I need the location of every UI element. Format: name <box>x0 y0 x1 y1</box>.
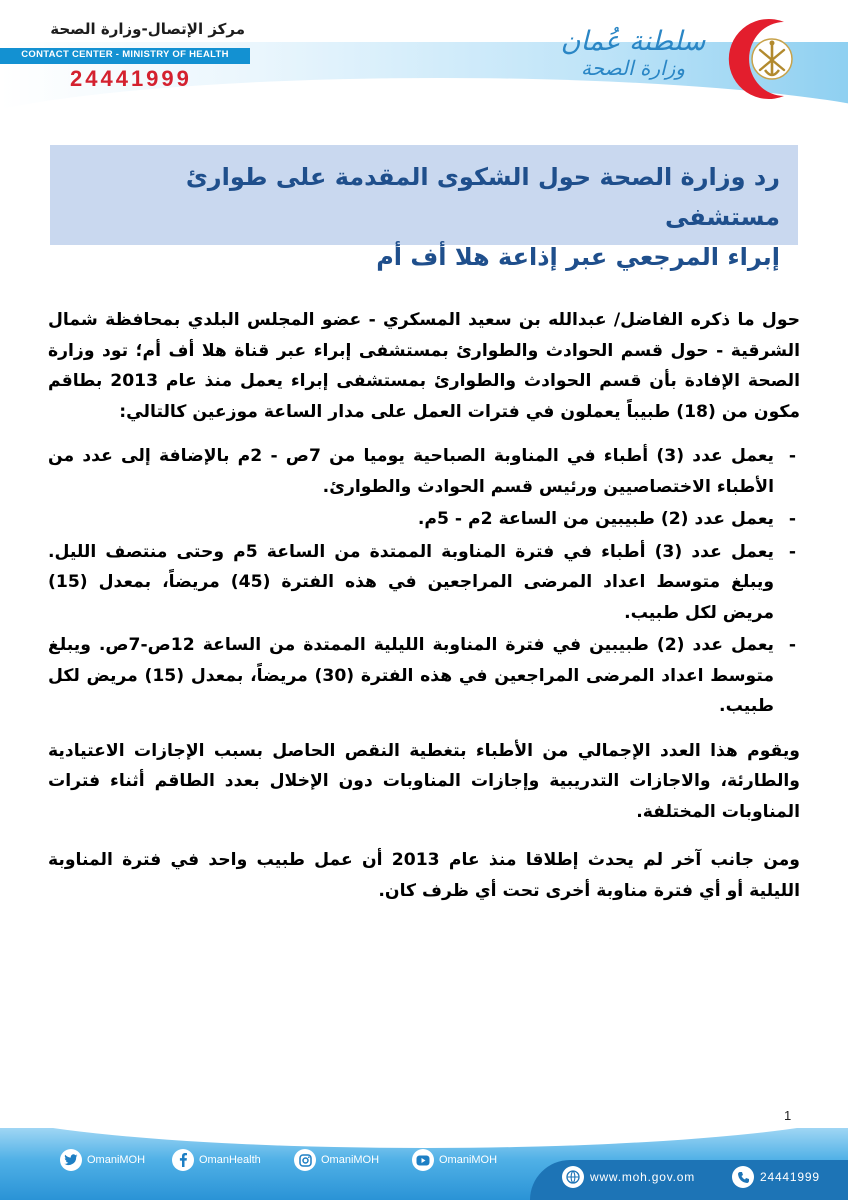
contact-center-phone: 24441999 <box>70 66 192 91</box>
youtube-icon <box>412 1149 434 1171</box>
list-item <box>48 504 800 535</box>
title-line-1: رد وزارة الصحة حول الشكوى المقدمة على طوارئ مستشفى <box>185 163 780 231</box>
website-url: www.moh.gov.om <box>590 1170 696 1184</box>
page-footer <box>0 1128 848 1200</box>
footer-phone[interactable] <box>732 1166 820 1188</box>
contact-center-arabic: مركز الإتصال-وزارة الصحة <box>50 20 245 38</box>
instagram-icon <box>294 1149 316 1171</box>
list-item <box>48 630 800 722</box>
page-number: 1 <box>784 1108 792 1123</box>
globe-icon <box>562 1166 584 1188</box>
instagram-link[interactable] <box>294 1148 379 1172</box>
coverage-paragraph: ويقوم هذا العدد الإجمالي من الأطباء بتغطية النقص الحاصل بسبب الإجازات الاعتيادية والطارئة، والاجازات التدريبية وإجازات المناوبات دون الإخلال بعدد الطاقم أثناء فترات المناوبات المختلفة. <box>48 740 800 822</box>
contact-center-english: CONTACT CENTER - MINISTRY OF HEALTH <box>21 49 229 60</box>
footer-phone-number: 24441999 <box>760 1170 820 1184</box>
list-item-text: يعمل عدد (2) طبيبين من الساعة 2م - 5م. <box>417 509 774 529</box>
facebook-icon <box>172 1149 194 1171</box>
logo-line-ministry: وزارة الصحة <box>581 56 685 81</box>
youtube-handle: OmaniMOH <box>439 1154 498 1166</box>
facebook-link[interactable] <box>172 1148 261 1172</box>
bullet-dash: - <box>788 635 796 655</box>
list-item-text: يعمل عدد (2) طبيبين في فترة المناوبة الليلية الممتدة من الساعة 12ص-7ص. ويبلغ متوسط اعداد المرضى المراجعين في هذه الفترة (30) مريضاً، بمعدل (15) مريض لكل طبيب. <box>48 635 774 716</box>
list-item <box>48 441 800 502</box>
youtube-link[interactable] <box>412 1148 497 1172</box>
intro-paragraph: حول ما ذكره الفاضل/ عبدالله بن سعيد المسكري - عضو المجلس البلدي بمحافظة شمال الشرقية - حول قسم الحوادث والطوارئ بمستشفى إبراء عبر قناة هلا أف أم؛ تود وزارة الصحة الإفادة بأن قسم الحوادث والطوارئ بمستشفى إبراء يعمل منذ عام 2013 بطاقم مكون من (18) طبيباً يعملون في فترات العمل على مدار الساعة موزعين كالتالي: <box>48 310 800 422</box>
closing-paragraph: ومن جانب آخر لم يحدث إطلاقا منذ عام 2013 أن عمل طبيب واحد في فترة المناوبة الليلية أو أي فترة مناوبة أخرى تحت أي ظرف كان. <box>48 850 800 901</box>
twitter-link[interactable] <box>60 1148 145 1172</box>
bullet-dash: - <box>788 509 796 529</box>
shift-list <box>48 441 800 722</box>
page-header <box>0 0 848 135</box>
logo-line-sultanate: سلطنة عُمان <box>560 26 706 57</box>
ministry-emblem-icon <box>722 14 812 104</box>
bullet-dash: - <box>788 446 796 466</box>
phone-icon <box>732 1166 754 1188</box>
list-item-text: يعمل عدد (3) أطباء في المناوبة الصباحية يوميا من 7ص - 2م بالإضافة إلى عدد من الأطباء الاختصاصيين ورئيس قسم الحوادث والطوارئ. <box>48 446 774 497</box>
list-item <box>48 537 800 629</box>
title-line-2: إبراء المرجعي عبر إذاعة هلا أف أم <box>376 243 780 271</box>
twitter-handle: OmaniMOH <box>87 1154 146 1166</box>
ministry-logo-text <box>548 26 718 80</box>
twitter-icon <box>60 1149 82 1171</box>
facebook-handle: OmanHealth <box>199 1154 261 1166</box>
document-body <box>48 305 800 906</box>
list-item-text: يعمل عدد (3) أطباء في فترة المناوبة الممتدة من الساعة 5م وحتى منتصف الليل. ويبلغ متوسط اعداد المرضى المراجعين في هذه الفترة (45) مريضاً، بمعدل (15) مريض لكل طبيب. <box>48 541 775 623</box>
instagram-handle: OmaniMOH <box>321 1154 380 1166</box>
document-title-box <box>50 145 798 271</box>
bullet-dash: - <box>788 541 796 562</box>
website-link[interactable] <box>562 1166 695 1188</box>
